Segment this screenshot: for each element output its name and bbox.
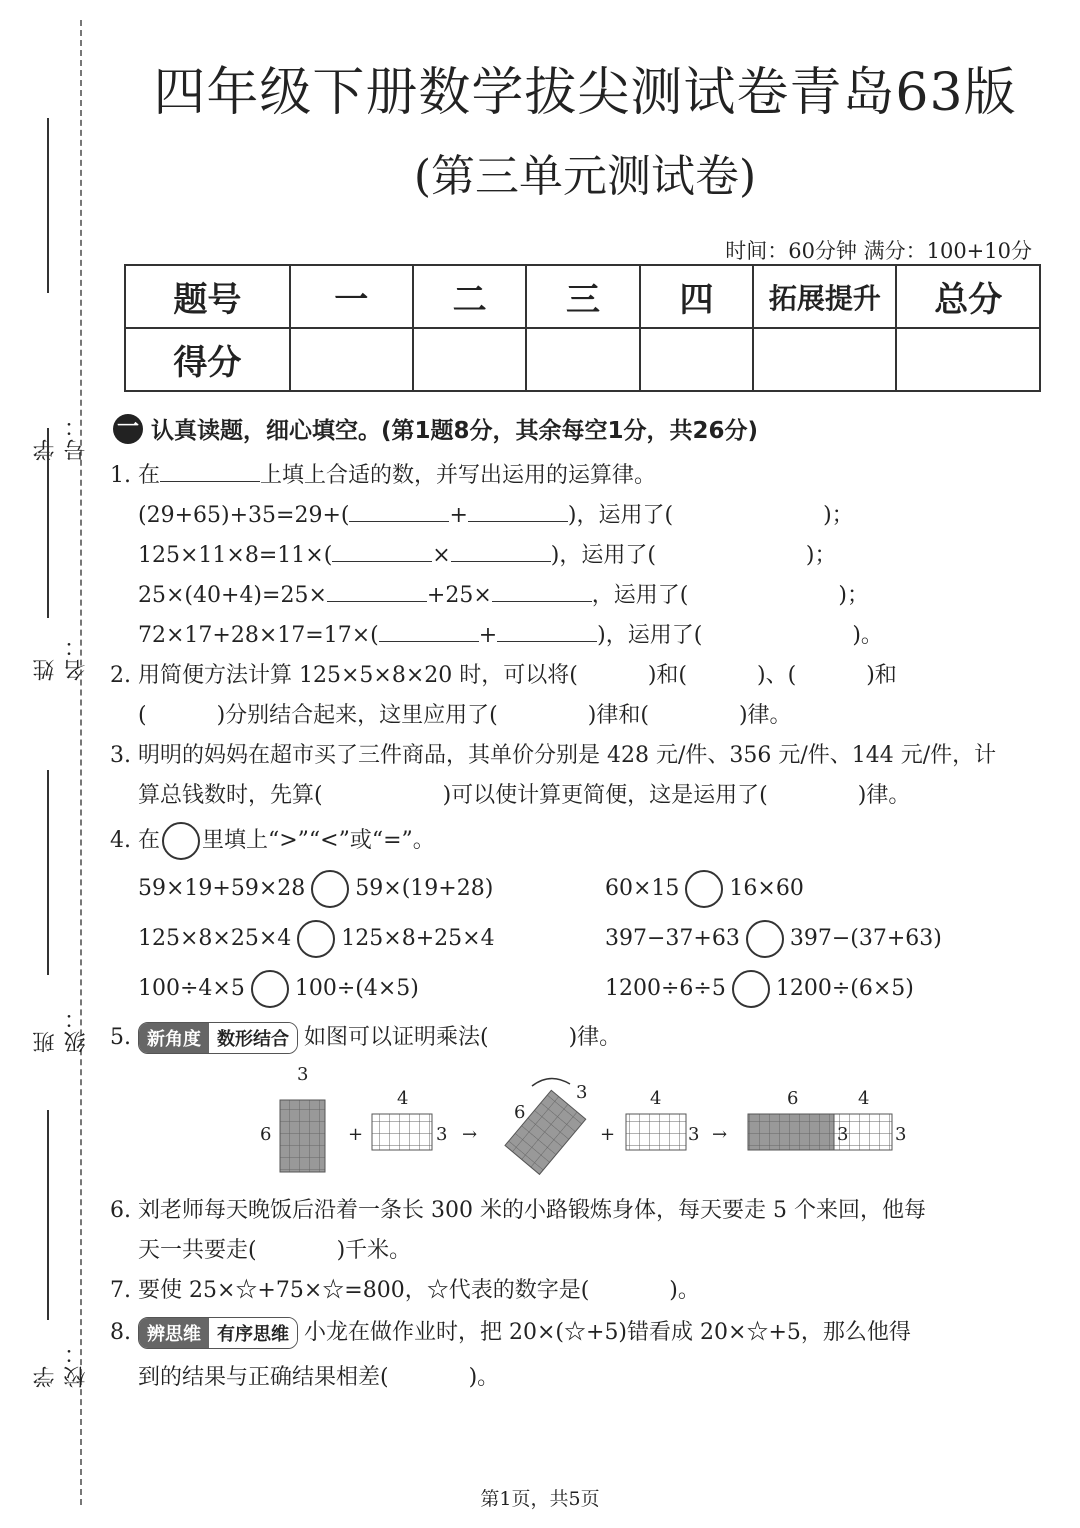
- q2-text: )律和(: [587, 703, 649, 728]
- score-cell[interactable]: [526, 328, 639, 391]
- blank[interactable]: [451, 541, 551, 562]
- distributive-law-figure: [250, 1062, 920, 1182]
- plus-sign: +: [600, 1124, 616, 1145]
- expr-left: 59×19+59×28: [138, 876, 306, 901]
- header-cell: 一: [290, 265, 413, 328]
- label-height: 3: [436, 1124, 448, 1145]
- header-cell: 二: [413, 265, 526, 328]
- class-line: [47, 770, 49, 975]
- q3-text: )可以使计算更简便，这是运用了(: [442, 783, 768, 808]
- expr: )；: [838, 583, 869, 608]
- tag-primary: 辨思维: [139, 1318, 209, 1348]
- arrow-icon: →: [712, 1124, 728, 1145]
- page-subtitle: (第三单元测试卷): [413, 151, 757, 202]
- school-line: [47, 1110, 49, 1320]
- blank[interactable]: [349, 501, 449, 522]
- binding-dashed-line: [80, 20, 82, 1505]
- rect-4x3: [626, 1088, 699, 1150]
- q2-text: (: [138, 703, 147, 728]
- score-cell[interactable]: [290, 328, 413, 391]
- school-label: 学校：: [33, 1340, 89, 1388]
- rect-4x3: [372, 1088, 447, 1150]
- label-width: 4: [650, 1088, 662, 1109]
- expr: +: [449, 503, 468, 528]
- expr-right: 16×60: [729, 876, 804, 901]
- expr: (29+65)+35=29+(: [138, 503, 350, 528]
- label-width: 6: [514, 1102, 526, 1123]
- compare-item: [138, 920, 495, 958]
- label-height: 3: [688, 1124, 700, 1145]
- label-width: 3: [297, 1064, 309, 1085]
- expr: 72×17+28×17=17×(: [138, 623, 379, 648]
- rect-3x6: [260, 1064, 325, 1172]
- compare-item: [605, 920, 942, 958]
- q6-line: [110, 1193, 926, 1224]
- label-height: 3: [837, 1124, 849, 1145]
- expr-left: 100÷4×5: [138, 976, 245, 1001]
- compare-item: [138, 970, 419, 1008]
- q5-text: 如图可以证明乘法(: [304, 1025, 489, 1050]
- circle-icon: [162, 822, 200, 860]
- q3-line: [138, 778, 910, 809]
- expr: ×: [432, 543, 451, 568]
- expr-left: 60×15: [605, 876, 680, 901]
- label-height: 3: [576, 1082, 588, 1103]
- q5-line: [110, 1020, 621, 1054]
- page-footer: 第1页，共5页: [480, 1488, 600, 1510]
- q8-line: [138, 1360, 499, 1391]
- q6-line: [138, 1233, 411, 1264]
- tag-primary: 新角度: [139, 1023, 209, 1053]
- q8-text: 到的结果与正确结果相差(: [138, 1365, 389, 1390]
- q1-item: [138, 618, 883, 649]
- rotate-arc-icon: [532, 1078, 570, 1086]
- q3-line: [110, 738, 996, 769]
- blank[interactable]: [327, 581, 427, 602]
- blank[interactable]: [332, 541, 432, 562]
- q5-text: )律。: [568, 1025, 622, 1050]
- q3-text: 3. 明明的妈妈在超市买了三件商品，其单价分别是 428 元/件、356 元/件、144 元/件，计: [110, 743, 997, 768]
- q7-text: 7. 要使 25×☆+75×☆=800，☆代表的数字是(: [110, 1278, 590, 1303]
- q8-text: )。: [468, 1365, 500, 1390]
- label-width: 6: [787, 1088, 799, 1109]
- label-width: 4: [858, 1088, 870, 1109]
- expr: )，运用了(: [550, 543, 656, 568]
- class-label: 班级：: [33, 1005, 89, 1053]
- expr: +25×: [426, 583, 492, 608]
- blank[interactable]: [160, 461, 260, 482]
- q2-text: )和(: [647, 663, 688, 688]
- q6-text: 6. 刘老师每天晚饭后沿着一条长 300 米的小路锻炼身体，每天要走 5 个来回，他每: [110, 1198, 926, 1223]
- q2-text: 2. 用简便方法计算 125×5×8×20 时，可以将(: [110, 663, 578, 688]
- plus-sign: +: [348, 1124, 364, 1145]
- q2-text: )和: [866, 663, 897, 688]
- section-number: 一: [113, 414, 143, 444]
- expr: )。: [852, 623, 883, 648]
- name-line: [47, 428, 49, 618]
- expr: )，运用了(: [597, 623, 703, 648]
- expr: 125×11×8=11×(: [138, 543, 333, 568]
- score-cell[interactable]: [413, 328, 526, 391]
- q2-line: [138, 698, 792, 729]
- compare-circle[interactable]: [297, 920, 335, 958]
- header-cell: 三: [526, 265, 639, 328]
- compare-circle[interactable]: [251, 970, 289, 1008]
- header-cell: 拓展提升: [753, 265, 896, 328]
- expr-right: 59×(19+28): [355, 876, 494, 901]
- header-cell: 题号: [125, 265, 290, 328]
- section-heading-text: 认真读题，细心填空。(第1题8分，其余每空1分，共26分): [151, 418, 759, 444]
- label-width: 4: [397, 1088, 409, 1109]
- q6-text: 天一共要走(: [138, 1238, 257, 1263]
- student-number-line: [47, 118, 49, 293]
- q2-text: )律。: [738, 703, 792, 728]
- q8-number: 8.: [110, 1320, 131, 1345]
- q1-text: 上填上合适的数，并写出运用的运算律。: [260, 463, 657, 488]
- q1-text: 在: [138, 463, 161, 488]
- label-height: 6: [260, 1124, 272, 1145]
- q4-line: [110, 822, 435, 860]
- q1-line: [110, 458, 656, 489]
- expr: )；: [823, 503, 854, 528]
- tag-secondary: 有序思维: [209, 1318, 297, 1348]
- q1-item: [138, 538, 837, 569]
- blank[interactable]: [492, 581, 592, 602]
- label-height: 3: [895, 1124, 907, 1145]
- q8-text: 小龙在做作业时，把 20×(☆+5)错看成 20×☆+5，那么他得: [304, 1320, 911, 1345]
- q3-text: 算总钱数时，先算(: [138, 783, 323, 808]
- expr: 25×(40+4)=25×: [138, 583, 327, 608]
- blank[interactable]: [497, 621, 597, 642]
- row-label-cell: 得分: [125, 328, 290, 391]
- expr-right: 100÷(4×5): [294, 976, 419, 1001]
- tag-badge: [138, 1022, 298, 1054]
- expr: ，运用了(: [591, 583, 689, 608]
- expr-left: 1200÷6÷5: [605, 976, 726, 1001]
- section-heading: [113, 412, 758, 445]
- q8-line: [110, 1315, 911, 1349]
- compare-item: [138, 870, 493, 908]
- expr: +: [478, 623, 498, 648]
- tag-secondary: 数形结合: [209, 1023, 297, 1053]
- q1-item: [138, 498, 854, 529]
- name-label: 姓名：: [33, 633, 89, 681]
- q4-text: 里填上“>”“<”或“=”。: [201, 828, 435, 853]
- blank[interactable]: [379, 621, 479, 642]
- compare-circle[interactable]: [732, 970, 770, 1008]
- q2-text: )分别结合起来，这里应用了(: [216, 703, 498, 728]
- expr-left: 397−37+63: [605, 926, 740, 951]
- expr-right: 397−(37+63): [789, 926, 942, 951]
- expr: )，运用了(: [567, 503, 674, 528]
- q2-line: [110, 658, 897, 689]
- q4-text: 4. 在: [110, 828, 160, 853]
- compare-circle[interactable]: [746, 920, 784, 958]
- arrow-icon: →: [462, 1124, 478, 1145]
- compare-item: [605, 870, 804, 908]
- compare-circle[interactable]: [685, 870, 723, 908]
- score-cell[interactable]: [753, 328, 896, 391]
- header-cell: 四: [640, 265, 753, 328]
- expr-right: 125×8+25×4: [341, 926, 495, 951]
- expr: )；: [805, 543, 837, 568]
- student-number-label: 学号：: [33, 413, 89, 461]
- q2-text: )、(: [757, 663, 797, 688]
- blank[interactable]: [468, 501, 568, 522]
- rect-combined: [748, 1088, 906, 1150]
- header-cell: 总分: [896, 265, 1040, 328]
- expr-left: 125×8×25×4: [138, 926, 292, 951]
- score-table-score-row: [125, 328, 1040, 391]
- q7-line: [110, 1273, 700, 1304]
- q7-text: )。: [669, 1278, 700, 1303]
- q6-text: )千米。: [336, 1238, 412, 1263]
- score-table: [124, 264, 1041, 392]
- compare-circle[interactable]: [311, 870, 349, 908]
- q1-number: 1.: [110, 463, 131, 488]
- score-cell[interactable]: [896, 328, 1040, 391]
- tag-badge: [138, 1317, 298, 1349]
- page-title: 四年级下册数学拔尖测试卷青岛63版: [153, 63, 1017, 123]
- score-table-header-row: [125, 265, 1040, 328]
- q1-item: [138, 578, 869, 609]
- q3-text: )律。: [857, 783, 911, 808]
- compare-item: [605, 970, 914, 1008]
- expr-right: 1200÷(6×5): [775, 976, 914, 1001]
- score-cell[interactable]: [640, 328, 753, 391]
- exam-meta: 时间：60分钟 满分：100+10分: [725, 239, 1032, 263]
- q5-number: 5.: [110, 1025, 131, 1050]
